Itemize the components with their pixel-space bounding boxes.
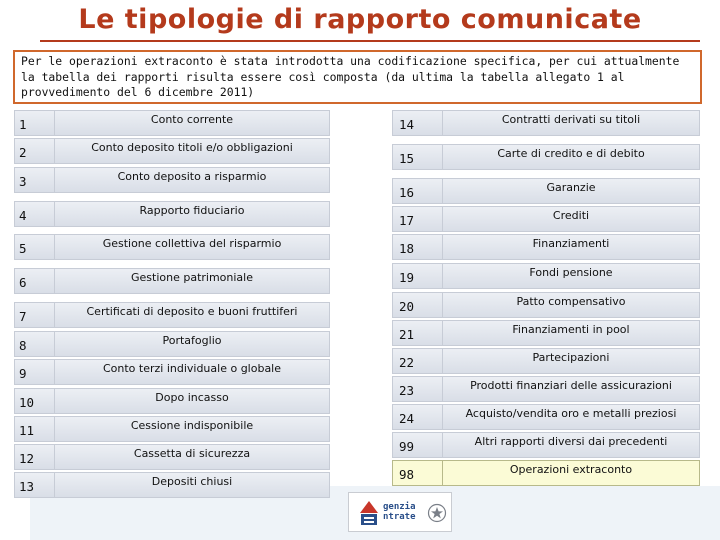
row-code: 3 [15,168,55,192]
row-label: Dopo incasso [155,391,229,404]
row-code: 20 [393,293,443,317]
table-row [392,376,700,402]
row-label: Partecipazioni [532,351,610,364]
row-label: Gestione patrimoniale [130,271,253,284]
row-code: 12 [15,445,55,469]
row-label: Conto terzi individuale o globale [102,362,282,375]
table-row [392,292,700,318]
table-row [14,268,330,294]
row-code: 17 [393,207,443,231]
row-code: 22 [393,349,443,373]
row-label: Crediti [552,209,590,222]
table-row [392,110,700,136]
table-row [392,404,700,430]
row-code: 19 [393,264,443,288]
republic-seal-icon [427,502,447,524]
table-row [392,178,700,204]
logo-wordmark: genzia ntrate [383,502,416,522]
row-label: Fondi pensione [529,266,613,279]
table-row [14,416,330,442]
row-label: Portafoglio [162,334,222,347]
row-label: Conto deposito a risparmio [117,170,267,183]
row-code: 18 [393,235,443,259]
table-row [14,388,330,414]
table-row [14,201,330,227]
row-code: 14 [393,111,443,135]
table-row [14,138,330,164]
row-label: Patto compensativo [516,295,626,308]
row-label: Cessione indisponibile [130,419,254,432]
table-row-highlighted [392,460,700,486]
table-row [14,302,330,328]
row-code: 15 [393,145,443,169]
row-label: Operazioni extraconto [509,463,633,476]
table-row [392,144,700,170]
agenzia-logo-mark-icon [359,500,379,526]
row-label: Acquisto/vendita oro e metalli preziosi [465,407,677,420]
row-label: Conto deposito titoli e/o obbligazioni [91,141,293,154]
table-row [14,359,330,385]
agenzia-entrate-logo [348,492,452,532]
table-row [392,263,700,289]
row-label: Contratti derivati su titoli [501,113,641,126]
table-row [14,167,330,193]
table-row [14,331,330,357]
row-label: Altri rapporti diversi dai precedenti [474,435,668,448]
row-code: 6 [15,269,55,293]
table-row [14,472,330,498]
page-title: Le tipologie di rapporto comunicate [78,4,642,35]
row-label: Prodotti finanziari delle assicurazioni [470,379,672,392]
table-row [392,234,700,260]
table-row [14,234,330,260]
row-label: Depositi chiusi [151,475,233,488]
row-code: 9 [15,360,55,384]
row-label: Conto corrente [150,113,234,126]
intro-text-box: Per le operazioni extraconto è stata introdotta una codificazione specifica, per cui attualmente la tabella dei rapporti risulta essere così composta (da ultima la tabella allegato 1 al provvedimento del 6 dicembre 2011) [13,50,702,104]
row-label: Cassetta di sicurezza [133,447,251,460]
row-code: 24 [393,405,443,429]
row-code: 99 [393,433,443,457]
table-row [392,206,700,232]
row-code: 21 [393,321,443,345]
row-label: Garanzie [546,181,596,194]
row-code: 10 [15,389,55,413]
table-row [392,432,700,458]
row-label: Certificati di deposito e buoni fruttiferi [86,305,298,318]
row-code: 2 [15,139,55,163]
row-label: Carte di credito e di debito [497,147,645,160]
row-code: 13 [15,473,55,497]
row-code: 16 [393,179,443,203]
row-code: 4 [15,202,55,226]
table-row [392,320,700,346]
table-row [14,110,330,136]
row-label: Finanziamenti [532,237,610,250]
row-label: Finanziamenti in pool [512,323,630,336]
row-code: 5 [15,235,55,259]
row-code: 8 [15,332,55,356]
title-underline [40,40,700,42]
row-code: 23 [393,377,443,401]
table-row [392,348,700,374]
row-code: 98 [393,461,443,485]
row-label: Rapporto fiduciario [139,204,245,217]
row-code: 7 [15,303,55,327]
row-code: 11 [15,417,55,441]
row-code: 1 [15,111,55,135]
row-label: Gestione collettiva del risparmio [102,237,282,250]
table-row [14,444,330,470]
